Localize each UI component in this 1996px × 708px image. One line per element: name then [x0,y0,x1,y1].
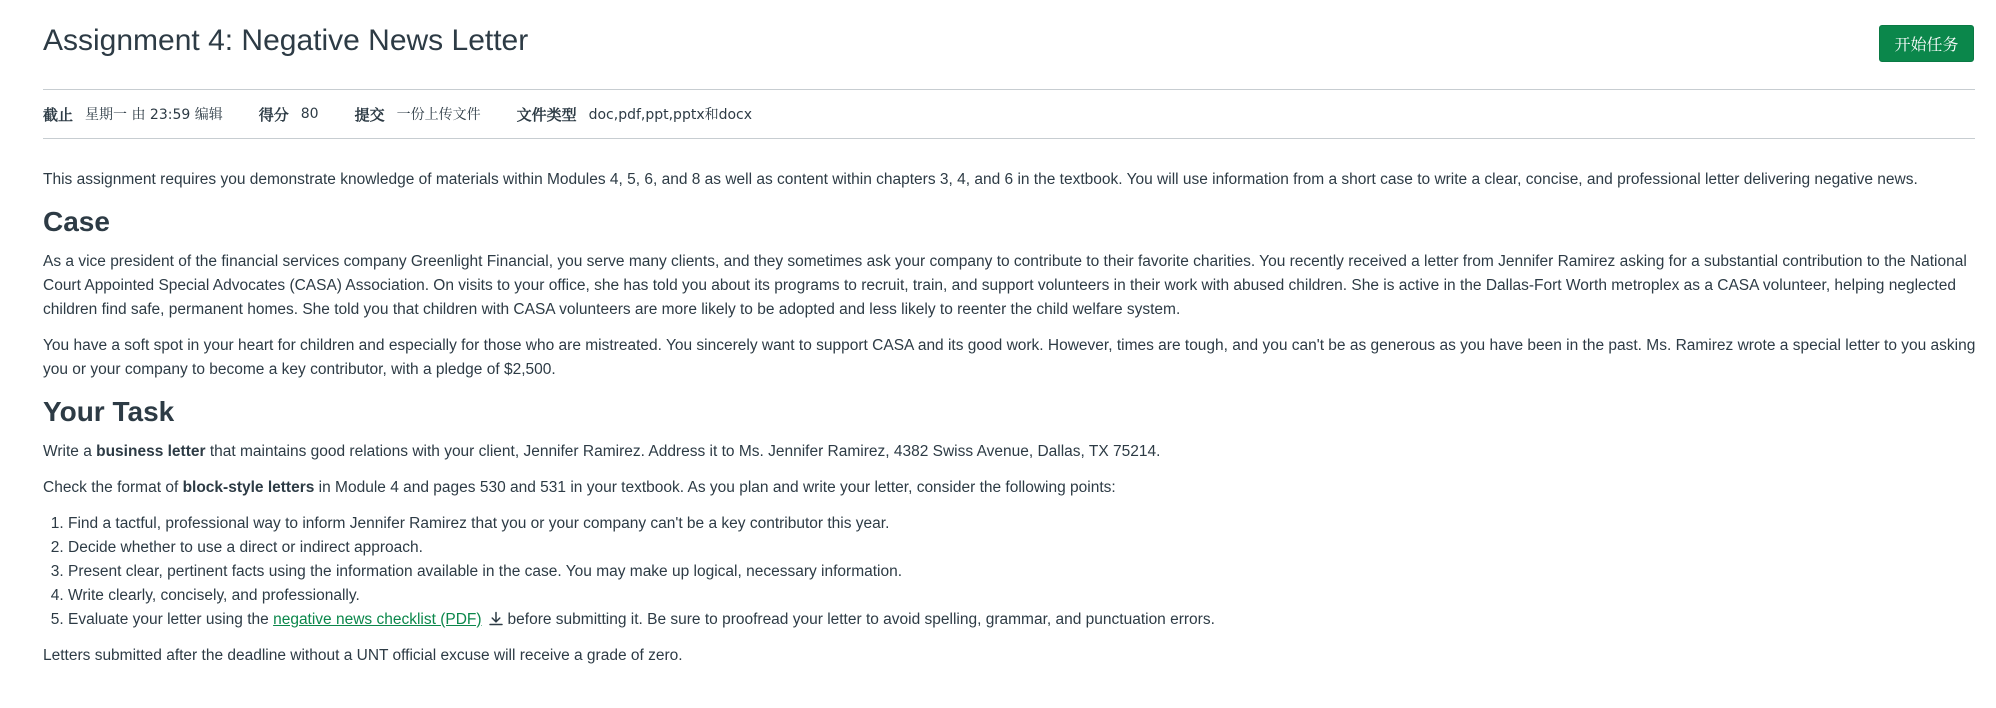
task-heading: Your Task [43,396,175,427]
list-item: 3. Present clear, pertinent facts using the information available in the case. You may make up logical, necessary information. [68,560,1978,584]
closing-paragraph: Letters submitted after the deadline without a UNT official excuse will receive a grade of zero. [43,647,683,664]
text-segment: Evaluate your letter using the [68,611,274,628]
detail-value: 星期一 由 23:59 编辑 [85,107,223,123]
detail-due [43,104,223,125]
task-points-list [43,512,1978,632]
divider-bottom [43,138,1975,139]
detail-points [259,104,319,125]
task-paragraph-1 [43,440,1978,464]
case-paragraph-1: As a vice president of the financial services company Greenlight Financial, you serve many clients, and they sometimes ask your company to contribute to their favorite charities. You recently received a letter from Jennifer Ramirez asking for a substantial contribution to the National Court Appointed Special Advocates (CASA) Association. On visits to your office, she has told you about its programs to recruit, train, and support volunteers in their work with abused children. She is active in the Dallas-Fort Worth metroplex as a CASA volunteer, helping neglected children find safe, permanent homes. She told you that children with CASA volunteers are more likely to be adopted and less likely to reenter the child welfare system. [43,253,1967,318]
detail-value: doc,pdf,ppt,pptx和docx [588,107,753,123]
start-assignment-button[interactable]: 开始任务 [1879,25,1974,62]
detail-label: 得分 [258,105,289,124]
divider-top [43,89,1975,90]
list-item [68,608,1978,632]
assignment-details [43,101,788,127]
text-segment: Write a [43,443,97,460]
emphasis-block-style-letters: block-style letters [182,479,315,496]
emphasis-business-letter: business letter [96,443,206,460]
text-segment: that maintains good relations with your client, Jennifer Ramirez. Address it to Ms. Jennifer Ramirez, 4382 Swiss Avenue, Dallas, TX 75214. [205,443,1161,460]
case-heading: Case [43,206,110,237]
detail-value: 一份上传文件 [396,107,481,123]
download-icon[interactable] [488,611,504,627]
text-segment: before submitting it. Be sure to proofread your letter to avoid spelling, grammar, and punctuation errors. [507,611,1215,628]
text-segment: in Module 4 and pages 530 and 531 in your textbook. As you plan and write your letter, consider the following points: [314,479,1116,496]
detail-label: 提交 [354,105,385,124]
detail-value: 80 [300,106,319,122]
list-item: 1. Find a tactful, professional way to inform Jennifer Ramirez that you or your company can't be a key contributor this year. [68,512,1978,536]
detail-submitting [355,104,481,125]
text-segment: Check the format of [43,479,183,496]
list-item: 4. Write clearly, concisely, and professionally. [68,584,1978,608]
page-title: Assignment 4: Negative News Letter [43,24,529,57]
detail-label: 截止 [43,105,74,124]
detail-file-types [517,104,752,125]
checklist-pdf-link[interactable]: negative news checklist (PDF) [273,611,482,628]
detail-label: 文件类型 [516,105,577,124]
case-paragraph-2: You have a soft spot in your heart for children and especially for those who are mistreated. You sincerely want to support CASA and its good work. However, times are tough, and you can't be as generous as you have been in the past. Ms. Ramirez wrote a special letter to you asking you or your company to become a key contributor, with a pledge of $2,500. [43,337,1976,378]
list-item: 2. Decide whether to use a direct or indirect approach. [68,536,1978,560]
assignment-description [43,168,1978,680]
task-paragraph-2 [43,476,1978,500]
intro-paragraph: This assignment requires you demonstrate knowledge of materials within Modules 4, 5, 6, and 8 as well as content within chapters 3, 4, and 6 in the textbook. You will use information from a short case to write a clear, concise, and professional letter delivering negative news. [43,171,1918,188]
